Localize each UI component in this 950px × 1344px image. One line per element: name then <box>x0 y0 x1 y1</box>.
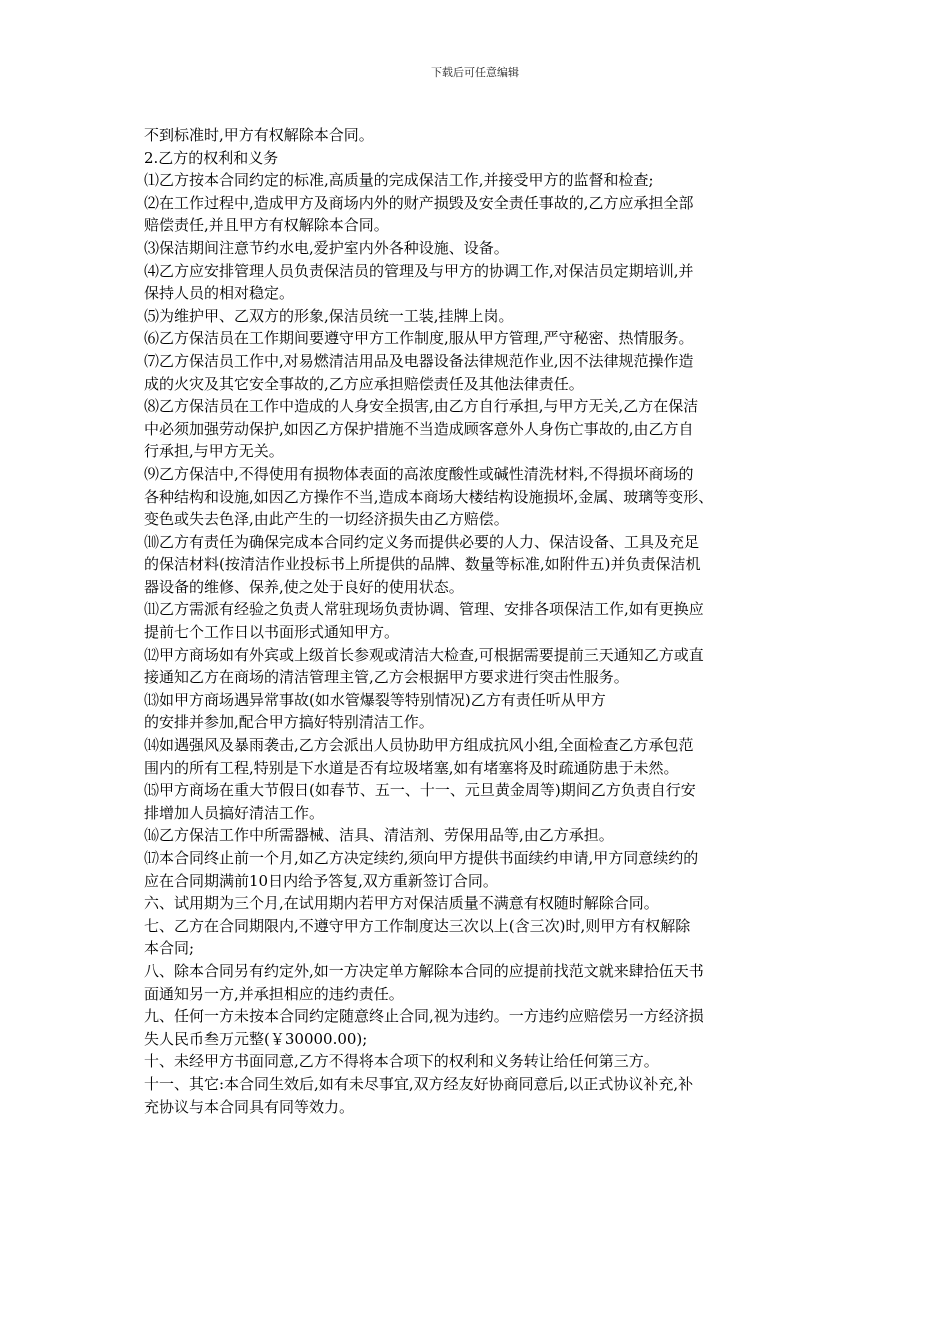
text-line: 行承担,与甲方无关。 <box>144 442 284 461</box>
text-line: 提前七个工作日以书面形式通知甲方。 <box>144 623 400 642</box>
text-line: 各种结构和设施,如因乙方操作不当,造成本商场大楼结构设施损坏,金属、玻璃等变形、 <box>144 487 714 506</box>
text-line: ⑻乙方保洁员在工作中造成的人身安全损害,由乙方自行承担,与甲方无关,乙方在保洁 <box>144 397 699 416</box>
text-line: 保持人员的相对稳定。 <box>144 284 295 303</box>
text-line: ⑵在工作过程中,造成甲方及商场内外的财产损毁及安全责任事故的,乙方应承担全部 <box>144 193 694 212</box>
text-line: 中必须加强劳动保护,如因乙方保护措施不当造成顾客意外人身伤亡事故的,由乙方自 <box>144 419 694 438</box>
text-line: 面通知另一方,并承担相应的违约责任。 <box>144 984 404 1003</box>
text-line: 十一、其它:本合同生效后,如有未尽事宜,双方经友好协商同意后,以正式协议补充,补 <box>144 1074 694 1093</box>
text-line: ⑴乙方按本合同约定的标准,高质量的完成保洁工作,并接受甲方的监督和检查; <box>144 171 654 190</box>
text-line: 2.乙方的权利和义务 <box>144 148 279 167</box>
text-line: 赔偿责任,并且甲方有权解除本合同。 <box>144 216 389 235</box>
text-line: ⑽乙方有责任为确保完成本合同约定义务而提供必要的人力、保洁设备、工具及充足 <box>144 532 700 551</box>
text-line: ⑹乙方保洁员在工作期间要遵守甲方工作制度,服从甲方管理,严守秘密、热情服务。 <box>144 329 694 348</box>
text-line: ⒄本合同终止前一个月,如乙方决定续约,须向甲方提供书面续约申请,甲方同意续约的 <box>144 849 699 867</box>
text-line: 的安排并参加,配合甲方搞好特别清洁工作。 <box>144 713 434 732</box>
text-line: ⒂甲方商场在重大节假日(如春节、五一、十一、元旦黄金周等)期间乙方负责自行安 <box>144 781 696 800</box>
text-line: ⒀如甲方商场遇异常事故(如水管爆裂等特别情况)乙方有责任听从甲方 <box>144 690 606 709</box>
text-line: 器设备的维修、保养,使之处于良好的使用状态。 <box>144 577 464 596</box>
text-line: ⒃乙方保洁工作中所需器械、洁具、清洁剂、劳保用品等,由乙方承担。 <box>144 826 614 845</box>
text-line: 九、任何一方未按本合同约定随意终止合同,视为违约。一方违约应赔偿另一方经济损 <box>144 1007 704 1026</box>
text-line: 本合同; <box>144 939 195 958</box>
text-line: 应在合同期满前10日内给予答复,双方重新签订合同。 <box>144 871 498 890</box>
text-line: 十、未经甲方书面同意,乙方不得将本合项下的权利和义务转让给任何第三方。 <box>144 1052 659 1071</box>
document-body <box>144 124 816 1118</box>
text-line: 不到标准时,甲方有权解除本合同。 <box>144 126 374 144</box>
text-line: 成的火灾及其它安全事故的,乙方应承担赔偿责任及其他法律责任。 <box>144 374 584 393</box>
text-line: 八、除本合同另有约定外,如一方决定单方解除本合同的应提前找范文就来肆拾伍天书 <box>144 961 704 980</box>
text-line: 变色或失去色泽,由此产生的一切经济损失由乙方赔偿。 <box>144 510 509 529</box>
text-line: ⑶保洁期间注意节约水电,爱护室内外各种设施、设备。 <box>144 238 509 257</box>
text-line: 围内的所有工程,特别是下水道是否有垃圾堵塞,如有堵塞将及时疏通防患于未然。 <box>144 758 679 777</box>
text-line: ⑼乙方保洁中,不得使用有损物体表面的高浓度酸性或碱性清洗材料,不得损坏商场的 <box>144 464 694 483</box>
text-line: 失人民币叁万元整(￥30000.00); <box>144 1029 368 1048</box>
text-line: ⑾乙方需派有经验之负责人常驻现场负责协调、管理、安排各项保洁工作,如有更换应 <box>144 600 704 619</box>
page-header: 下载后可任意编辑 <box>431 66 519 79</box>
text-line: 的保洁材料(按清洁作业投标书上所提供的品牌、数量等标准,如附件五)并负责保洁机 <box>144 555 701 574</box>
text-line: ⑿甲方商场如有外宾或上级首长参观或清洁大检查,可根据需要提前三天通知乙方或直 <box>144 645 704 664</box>
text-line: 接通知乙方在商场的清洁管理主管,乙方会根据甲方要求进行突击性服务。 <box>144 668 629 687</box>
text-line: ⑷乙方应安排管理人员负责保洁员的管理及与甲方的协调工作,对保洁员定期培训,并 <box>144 261 694 280</box>
text-line: ⑺乙方保洁员工作中,对易燃清洁用品及电器设备法律规范作业,因不法律规范操作造 <box>144 351 694 370</box>
text-line: 充协议与本合同具有同等效力。 <box>144 1097 355 1116</box>
text-line: 六、试用期为三个月,在试用期内若甲方对保洁质量不满意有权随时解除合同。 <box>144 894 659 913</box>
text-line: 排增加人员搞好清洁工作。 <box>144 803 325 822</box>
text-line: ⒁如遇强风及暴雨袭击,乙方会派出人员协助甲方组成抗风小组,全面检查乙方承包范 <box>144 736 694 755</box>
text-line: 七、乙方在合同期限内,不遵守甲方工作制度达三次以上(含三次)时,则甲方有权解除 <box>144 916 691 935</box>
text-line: ⑸为维护甲、乙双方的形象,保洁员统一工装,挂牌上岗。 <box>144 306 514 325</box>
